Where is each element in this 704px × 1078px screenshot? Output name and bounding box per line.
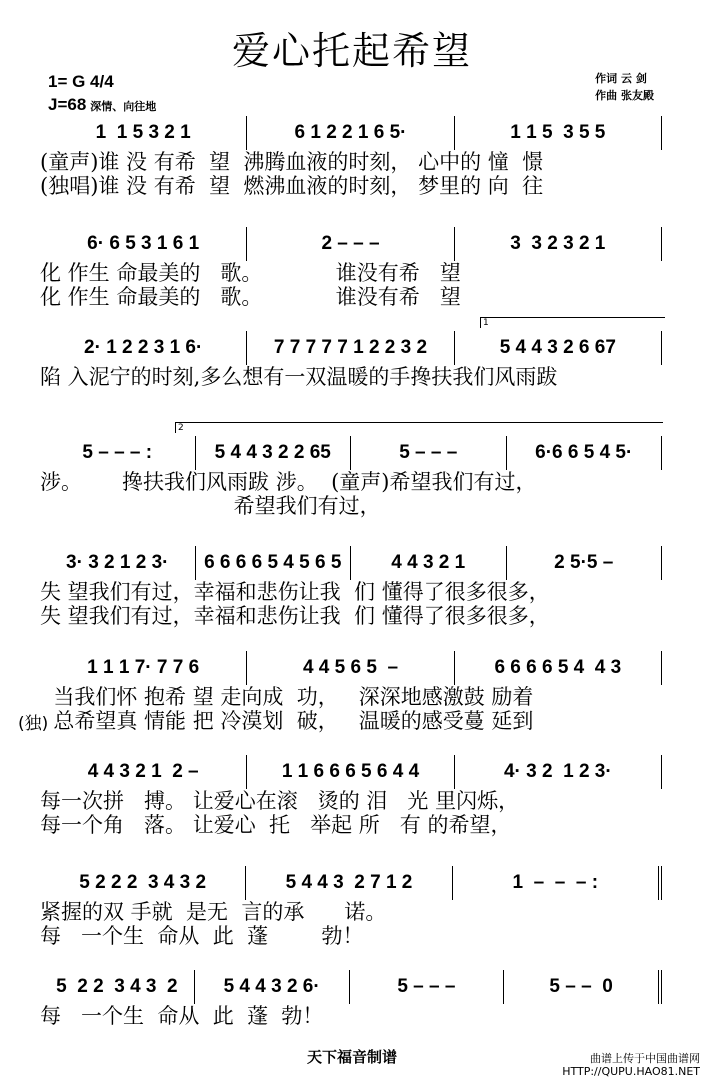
score-system xyxy=(40,423,662,518)
lyrics-line: 当我们怀 抱希 望 走向成 功， 深深地感激鼓 励着 xyxy=(40,685,534,709)
measure: 4 4 3 2 1 xyxy=(351,546,507,580)
tempo-mark: J=68 xyxy=(48,95,87,114)
lyrics-line: 紧握的双 手就 是无 言的承 诺。 xyxy=(40,900,387,924)
measure: 6 6 6 6 5 4 5 6 5 xyxy=(196,546,352,580)
measure: 4 4 5 6 5 – xyxy=(247,651,454,685)
watermark-url: HTTP://QUPU.HAO81.NET xyxy=(562,1065,700,1078)
footer-credit: 天下福音制谱 xyxy=(306,1048,397,1066)
key-signature: 1= G 4/4 xyxy=(48,72,114,91)
score-system xyxy=(40,116,662,198)
measure: 6 1 2 2 1 6 5· xyxy=(247,116,454,150)
measure: 5 4 4 3 2 6· xyxy=(195,970,350,1004)
measure: 2· 1 2 2 3 1 6· xyxy=(40,331,247,365)
lyrics-line: 每 一个生 命从 此 蓬 勃！ xyxy=(40,1004,324,1028)
notes-row xyxy=(40,436,662,470)
measure: 6·6 6 5 4 5· xyxy=(507,436,663,470)
measure: 2 5·5 – xyxy=(507,546,663,580)
measure: 5 4 4 3 2 2 65 xyxy=(196,436,352,470)
lyrics-line: (童声)谁 没 有希 望 沸腾血液的时刻， 心中的 憧 憬 xyxy=(40,150,544,174)
lyrics-line: 每一次拼 搏。 让爱心在滚 烫的 泪 光 里闪烁， xyxy=(40,789,520,813)
lyrics-line: 化 作生 命最美的 歌。 谁没有希 望 xyxy=(40,285,461,309)
measure: 5 2 2 3 4 3 2 xyxy=(40,970,195,1004)
measure: 1 1 1 7· 7 7 6 xyxy=(40,651,247,685)
notes-row xyxy=(40,546,662,580)
expression: 深情、向往地 xyxy=(90,101,157,113)
measure: 5 – – – xyxy=(351,436,507,470)
score-system xyxy=(40,227,662,309)
lyrics-line: 总希望真 情能 把 冷漠划 破， 温暖的感受蔓 延到 xyxy=(40,709,534,733)
lyrics-line: 涉。 搀扶我们风雨跋 涉。 (童声)希望我们有过， xyxy=(40,470,537,494)
notes-row xyxy=(40,866,662,900)
measure: 5 2 2 2 3 4 3 2 xyxy=(40,866,246,900)
measure: 5 4 4 3 2 6 67 xyxy=(455,331,662,365)
score-system xyxy=(40,970,662,1028)
measure: 6· 6 5 3 1 6 1 xyxy=(40,227,247,261)
notes-row xyxy=(40,651,662,685)
tempo xyxy=(48,95,156,115)
song-title: 爱心托起希望 xyxy=(231,29,472,73)
measure: 5 – – – xyxy=(350,970,505,1004)
lyrics-line: 失 望我们有过，幸福和悲伤让我 们 懂得了很多很多， xyxy=(40,604,550,628)
lyricist: 作词 云 剑 xyxy=(595,72,647,85)
measure: 6 6 6 6 5 4 4 3 xyxy=(455,651,662,685)
credits xyxy=(595,70,654,104)
measure: 5 – – 0 xyxy=(504,970,662,1004)
measure: 1 1 5 3 2 1 xyxy=(40,116,247,150)
lyrics-line: 每一个角 落。 让爱心 托 举起 所 有 的希望， xyxy=(40,813,512,837)
volta-bracket: 2 xyxy=(175,422,663,433)
lyrics-line: 每 一个生 命从 此 蓬 勃！ xyxy=(40,924,364,948)
lyrics-line: 希望我们有过， xyxy=(40,494,381,518)
measure: 4· 3 2 1 2 3· xyxy=(455,755,662,789)
composer: 作曲 张友殿 xyxy=(595,89,654,102)
notes-row xyxy=(40,755,662,789)
measure: 3 3 2 3 2 1 xyxy=(455,227,662,261)
score-system xyxy=(40,318,662,389)
score-system xyxy=(40,755,662,837)
lyrics-line: (独唱)谁 没 有希 望 燃沸血液的时刻， 梦里的 向 往 xyxy=(40,174,544,198)
notes-row xyxy=(40,331,662,365)
watermark xyxy=(562,1052,700,1078)
measure: 5 – – – : xyxy=(40,436,196,470)
score-system xyxy=(40,546,662,628)
lyrics-line: 化 作生 命最美的 歌。 谁没有希 望 xyxy=(40,261,461,285)
measure: 5 4 4 3 2 7 1 2 xyxy=(246,866,452,900)
notes-row xyxy=(40,116,662,150)
score-system xyxy=(40,866,662,948)
measure: 2 – – – xyxy=(247,227,454,261)
lyrics-line: 陷 入泥宁的时刻,多么想有一双温暖的手搀扶我们风雨跋 xyxy=(40,365,558,389)
measure: 1 1 6 6 6 5 6 4 4 xyxy=(247,755,454,789)
notes-row xyxy=(40,227,662,261)
measure: 1 – – – : xyxy=(453,866,662,900)
measure: 1 1 5 3 5 5 xyxy=(455,116,662,150)
score-system xyxy=(18,651,662,734)
measure: 4 4 3 2 1 2 – xyxy=(40,755,247,789)
volta-bracket: 1 xyxy=(480,317,665,328)
notes-row xyxy=(40,970,662,1004)
measure: 7 7 7 7 7 1 2 2 3 2 xyxy=(247,331,454,365)
lyrics-line: 失 望我们有过，幸福和悲伤让我 们 懂得了很多很多， xyxy=(40,580,550,604)
solo-marker: (独) xyxy=(18,714,49,734)
watermark-line: 曲谱上传于中国曲谱网 xyxy=(590,1052,700,1065)
measure: 3· 3 2 1 2 3· xyxy=(40,546,196,580)
